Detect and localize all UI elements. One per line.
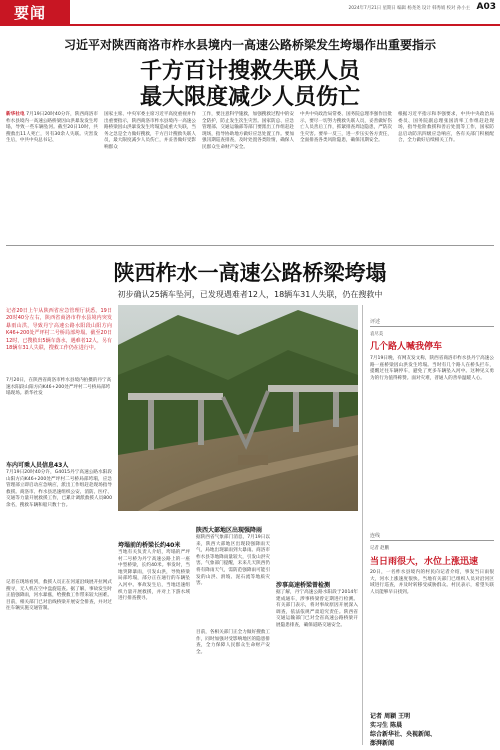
credit-line: 澎湃新闻	[370, 740, 395, 747]
sidebar-author-1: 袁尽美	[370, 332, 384, 337]
story1-dateline: 新华社电	[6, 112, 25, 117]
story2-headline: 陕西柞水一高速公路桥梁垮塌	[113, 260, 387, 285]
section-head-bridge-length: 垮塌前的桥梁长约40米	[118, 542, 181, 549]
sidebar-title-2: 当日雨很大，水位上涨迅速	[370, 557, 479, 567]
sidebar-title-1: 几个路人喊我停车	[370, 342, 443, 352]
story1-column-3: 工作，要注意科学施救，加强搜救过程中的安全防护，防止发生次生灾害。国家防总、应急管理部、交通运输部等部门要派出工作组赶赴现场，指导协助地方做好应急处置工作。要加强汛期巡查排查，及时处置各类险情，确保人民群众生命财产安全。	[202, 112, 294, 150]
section-box	[0, 0, 70, 24]
issue-meta: 2024年7月21日 星期日 编辑 杨尧尧 设计 韩秀娟 校对 孙小主	[348, 6, 470, 11]
sidebar-section-commentary: 评述	[370, 319, 381, 325]
sidebar-rule-2	[370, 540, 494, 541]
story2-column-f: 据了解，丹宁高速公路水阳段于2014年建成通车，涉事桥梁曾定期进行检测。有关部门表示，将对事故原因开展深入调查，依法依规严肃追究责任。陕西省交通运输部门已对全省高速公路桥梁开展隐患排查，确保道路交通安全。	[276, 590, 358, 628]
credit-line: 实习生 陈晨	[370, 722, 403, 729]
story1-column-2: 国家主席、中央军委主席习近平高度重视并作出重要指示，陕西商洛市柞水县境内一高速公路桥梁因山洪暴发发生垮塌造成重大失联，当务之急是全力做好搜救，千方百计搜救失联人员，最大限度减少人员伤亡，并妥善做好受影响群众	[104, 112, 196, 150]
story1-col1-text: 7月19日20时40分许，陕西商洛市柞水县境内一高速公路桥梁因山洪暴发发生垮塌，导致一些车辆坠河。截至20日10时，共搜救出11人死亡，另有30余人失联。灾害发生后，中共中央总书记、	[6, 112, 98, 144]
section-title: 要闻	[14, 4, 47, 22]
story1-column-4: 中共中央政治局常委、国务院总理李强作出批示，要尽一切努力搜救失联人员，妥善做好伤亡人员善后工作，抓紧排查周边隐患，严防次生灾害。要举一反三，进一步压实各方责任，全面排查各类风险隐患，确保汛期安全。	[300, 112, 392, 144]
story-divider	[6, 245, 494, 246]
story1-headline-line2: 最大限度减少人员伤亡	[139, 84, 360, 110]
sidebar-divider	[362, 305, 363, 745]
credit-line: 综合新华社、央视新闻、	[370, 731, 437, 738]
story2-column-a: 7月19日20时40分许，G4015丹宁高速公路水阳段山阳方向K46+200处严坪村二号桥局部垮塌，应急管理部立即启动应急响应，派出工作组赶赴现场指导救援。商洛市、柞水县迅速组织公安、消防、医疗、交通等力量开展救援工作，已累计调派救援人员800余名，搜救车辆和船只数十台。	[6, 470, 112, 508]
story1-headline-line1: 千方百计搜救失联人员	[139, 58, 360, 84]
section-head-rainfall: 陕西大部地区出现强降雨	[196, 527, 263, 534]
sidebar-body-2: 20日，一名柞水县境内的村民向记者介绍，事发当日雨很大，河水上涨速度很快。当地有关部门已组织人员对沿河区域进行巡查，并及时转移受威胁群众。村民表示，希望失联人员能够早日找到。	[370, 570, 494, 595]
story2-column-d: 据陕西省气象部门消息，7月19日以来，陕西大部地区出现较强降雨天气，局地出现暴雨到大暴雨。商洛市柞水县等地降雨量较大，引发山洪灾害。气象部门提醒，未来几天陕西仍将有降雨天气，需防范强降雨可能引发的山洪、滑坡、泥石流等地质灾害。	[196, 535, 270, 587]
sidebar-author-2: 记者 赵鹏	[370, 546, 389, 551]
story2-column-e: 目前，各相关部门正全力做好搜救工作，同时加强对受影响地区的隐患排查，全力保障人民群众生命财产安全。	[196, 630, 270, 655]
masthead	[0, 0, 500, 24]
story1-column-5: 根据习近平指示和李强要求，中共中央政治局委员、国务院副总理张国清率工作组赶赴现场，指导抢险救援和善后处置等工作，国家防总启动防汛四级应急响应，各有关部门积极配合，全力做好后续相关工作。	[398, 112, 494, 144]
story1-column-1	[6, 112, 98, 145]
page-number: A03	[476, 2, 496, 12]
story2-column-b: 记者在现场看到，救援人员正在河道沿线展开拉网式搜寻，无人机在空中盘旋巡查。据了解，事故发生时正值强降雨，河水暴涨，给搜救工作带来较大困难。目前，相关部门已对沿线桥梁开展安全排查，并对过往车辆实施交通管制。	[6, 580, 112, 612]
bridge-collapse-photo	[118, 305, 358, 511]
story2-subheadline: 初步确认25辆车坠河，已发现遇难者12人，18辆车31人失联，仍在搜救中	[117, 290, 383, 299]
section-head-occupants: 车内可乘人员信息43人	[6, 462, 69, 469]
story2-column-c: 当地有关负责人介绍，垮塌的严坪村二号桥为丹宁高速公路上的一座中型桥梁，长约40米。事发时，当地突降暴雨，引发山洪，导致桥梁局部垮塌，部分正在通行的车辆坠入河中。事故发生后，当地迅速组织力量开展救援，并对上下游水域进行排查搜寻。	[118, 550, 190, 602]
story2-intro: 记者20日上午从陕西省应急管理厅获悉，19日20时40分左右，陕西省商洛市柞水县境内突发暴雨山洪，导致丹宁高速公路水阳段山阳方向K46+200处严坪村二号桥局部垮塌。截至20日12时，已搜救出5辆车落水，遇难者12人，另有18辆车31人失联，搜救工作仍在进行中。	[6, 308, 112, 352]
photo-caption: 7月20日，在陕西省商洛市柞水县境内拍摄的丹宁高速水阳段山阳方向K46+200处严坪村二号桥局部垮塌现场。新华社发	[6, 378, 112, 397]
sidebar-section-report: 连线	[370, 533, 381, 539]
masthead-rule	[0, 24, 500, 26]
story1-kicker: 习近平对陕西商洛市柞水县境内一高速公路桥梁发生垮塌作出重要指示	[63, 38, 436, 52]
credit-line: 记者 周颖 王明	[370, 713, 411, 720]
section-head-inspection: 涉事高速桥梁曾检测	[276, 582, 331, 589]
credits	[370, 712, 436, 748]
sidebar-rule-1	[370, 326, 494, 327]
sidebar-body-1: 7月19日晚，有网友发文称，陕西省商洛市柞水县丹宁高速公路一座桥梁因山洪发生垮塌。当时有几个路人在桥头拦车，提醒过往车辆停车，避免了更多车辆坠入河中。这种见义勇为的行为值得称赞。面对灾难，普通人的善举温暖人心。	[370, 356, 494, 381]
